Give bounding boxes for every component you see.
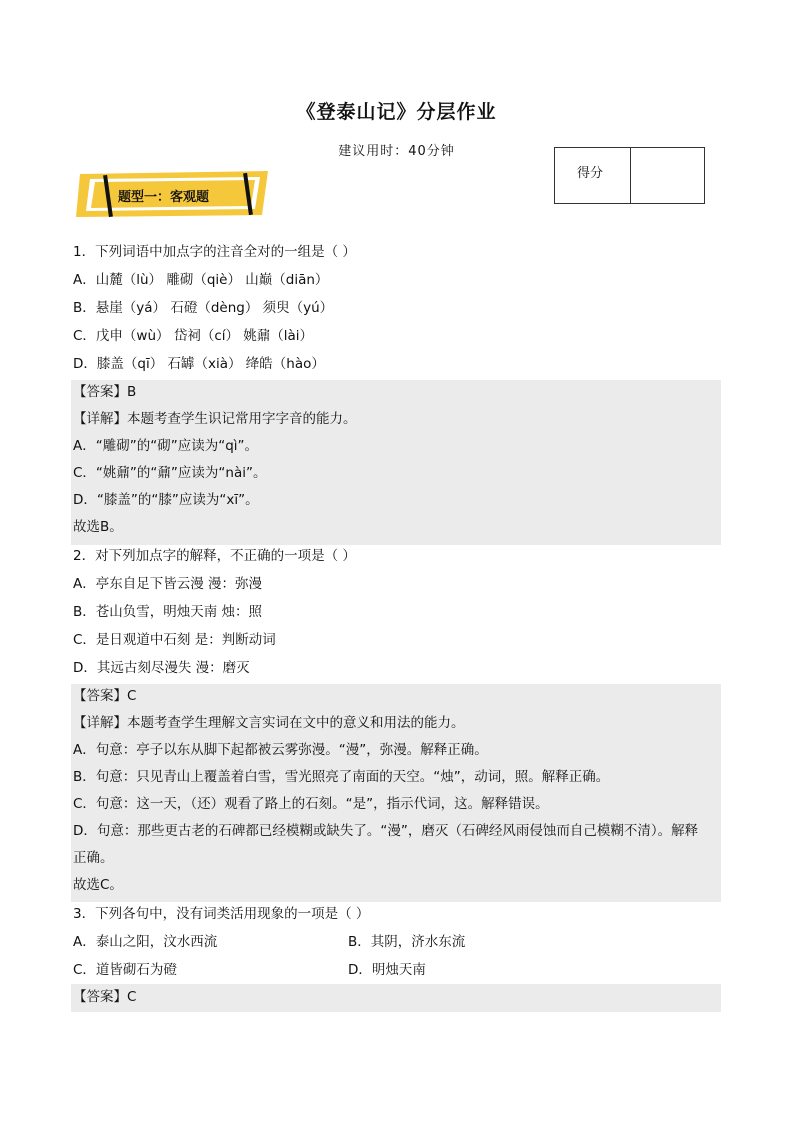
suggested-time: 建议用时：40分钟 (338, 144, 455, 159)
question-2-explain-d-cont: 正确。 (73, 850, 114, 866)
question-1-detail: 【详解】本题考查学生识记常用字字音的能力。 (73, 411, 357, 427)
question-2-option-d: D．其远古刻尽漫失 漫：磨灭 (73, 660, 250, 676)
question-1-option-c: C．戊申（wù） 岱祠（cí） 姚鼐（lài） (73, 328, 314, 344)
question-1-option-b: B．悬崖（yá） 石磴（dèng） 须臾（yú） (73, 300, 334, 316)
question-1-stem: 1．下列词语中加点字的注音全对的一组是（ ） (73, 244, 356, 260)
question-1-answer: 【答案】B (73, 384, 137, 400)
question-2-explain-b: B．句意：只见青山上覆盖着白雪，雪光照亮了南面的天空。“烛”，动词，照。解释正确。 (73, 769, 610, 785)
question-2-option-c: C．是日观道中石刻 是：判断动词 (73, 632, 276, 648)
question-3-answer: 【答案】C (73, 989, 137, 1005)
question-2-answer: 【答案】C (73, 688, 137, 704)
question-3-option-d: D．明烛天南 (348, 962, 426, 978)
question-2-stem: 2．对下列加点字的解释，不正确的一项是（ ） (73, 548, 356, 564)
question-2-detail: 【详解】本题考查学生理解文言实词在文中的意义和用法的能力。 (73, 715, 465, 731)
question-2-explain-c: C．句意：这一天，（还）观看了路上的石刻。“是”，指示代词，这。解释错误。 (73, 796, 549, 812)
question-2-conclusion: 故选C。 (73, 877, 123, 893)
question-2-explain-a: A．句意：亭子以东从脚下起都被云雾弥漫。“漫”，弥漫。解释正确。 (73, 742, 488, 758)
score-value-cell[interactable] (631, 148, 704, 203)
question-1-explain-a: A．“雕砌”的“砌”应读为“qì”。 (73, 438, 259, 454)
question-3-stem: 3．下列各句中，没有词类活用现象的一项是（ ） (73, 906, 370, 922)
question-2-explain-d: D．句意：那些更古老的石碑都已经模糊或缺失了。“漫”，磨灭（石碑经风雨侵蚀而自己模糊不清）。解释 (73, 823, 699, 839)
question-3-option-b: B．其阴，济水东流 (348, 934, 466, 950)
answer-block-3 (71, 984, 721, 1012)
question-3-option-c: C．道皆砌石为磴 (73, 962, 177, 978)
page-title: 《登泰山记》分层作业 (296, 101, 497, 123)
question-1-option-d: D．膝盖（qī） 石罅（xià） 绛皓（hào） (73, 356, 325, 372)
score-label: 得分 (555, 148, 631, 203)
question-3-option-a: A．泰山之阳，汶水西流 (73, 934, 218, 950)
section-title: 题型一：客观题 (118, 190, 210, 205)
question-2-option-b: B．苍山负雪，明烛天南 烛：照 (73, 604, 263, 620)
question-2-option-a: A．亭东自足下皆云漫 漫：弥漫 (73, 576, 263, 592)
score-box (554, 147, 705, 204)
question-1-explain-d: D．“膝盖”的“膝”应读为“xī”。 (73, 492, 259, 508)
question-1-option-a: A．山麓（lù） 雕砌（qiè） 山巅（diān） (73, 272, 329, 288)
question-1-conclusion: 故选B。 (73, 519, 123, 535)
question-1-explain-c: C．“姚鼐”的“鼐”应读为“nài”。 (73, 465, 267, 481)
